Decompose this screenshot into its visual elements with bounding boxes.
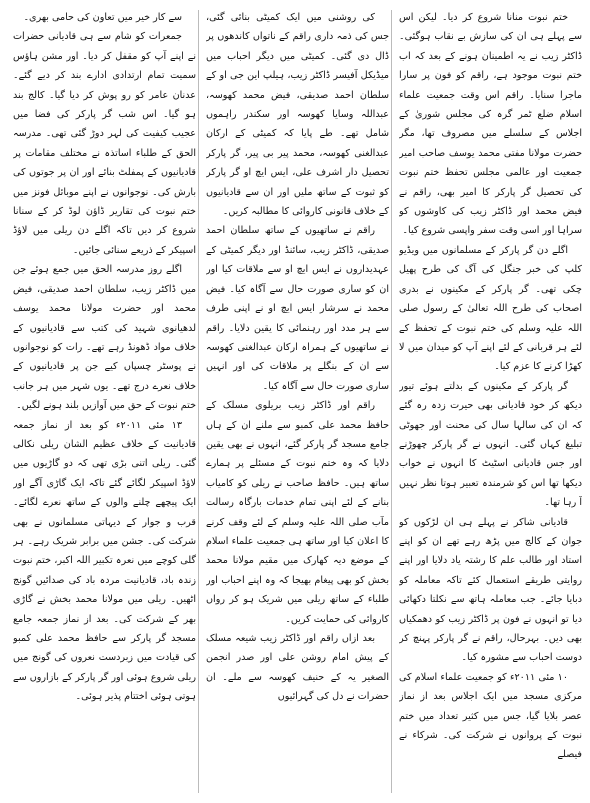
paragraph: گر پارکر کے مکینوں کے بدلتے ہوئے تیور دیکھ کر خود قادیانی بھی حیرت زدہ رہ گئے کہ ان کی سالہا سال کی محنت اور جھوٹی تبلیغ کہاں گئی۔ انہوں نے گر پارکر چھوڑنے اور جس قادیانی اسٹیٹ کا انہوں نے خواب دیکھا تھا اس کو شرمندہ تعبیر ہوتا نظر نہیں آ رہا تھا۔	[399, 380, 582, 509]
paragraph: سے کار خیر میں تعاون کی حامی بھری۔	[23, 12, 182, 23]
paragraph: اگلے دن گر پارکر کے مسلمانوں میں ویڈیو کلپ کی خبر جنگل کی آگ کی طرح پھیل چکی تھی۔ گر پارکر کے مکینوں نے بدری اصحاب کی طرح اللہ تعالیٰ کے رسول صلی اللہ علیہ وسلم کی ختم نبوت کے تحفظ کے لئے ہر قربانی کے لئے اپنے آپ کو میدان میں لا کھڑا کرنے کا عزم کیا۔	[399, 244, 582, 373]
article-column-middle	[206, 8, 389, 797]
paragraph: قادیانی شاکر نے پہلے ہی ان لڑکوں کو جوان کے کالج میں پڑھ رہے تھے ان کو اپنے استاد اور طالب علم کا رشتہ یاد دلایا اور اپنے روایتی طریقے استعمال کئے تاکہ معاملہ کو دبایا جائے۔ جب معاملہ ہاتھ سے نکلتا دکھائی دیا تو انہوں نے فون پر ڈاکٹر زیب کو دھمکیاں بھی دیں۔ بہرحال، راقم نے گر پارکر پہنچ کر دوست احباب سے مشورہ کیا۔	[399, 516, 582, 664]
paragraph: بعد ازاں راقم اور ڈاکٹر زیب شیعہ مسلک کے پیش امام روشن علی اور صدر انجمن الصغیر یہ کے حنیف کھوسہ سے ملے۔ ان حضرات نے دل کی گہرائیوں	[206, 633, 389, 703]
column-divider	[391, 10, 392, 793]
paragraph: راقم نے ساتھیوں کے ساتھ سلطان احمد صدیقی، ڈاکٹر زیب، سائنڈ اور دیگر کمیٹی کے عہدیداروں نے ایس ایچ او سے ملاقات کیا اور ان کو ساری صورت حال سے آگاہ کیا۔ فیض محمد نے سرشار ایس ایچ او نے اپنی طرف سے ہر مدد اور رہنمائی کا یقین دلایا۔ راقم نے ساتھیوں کے ہمراہ ارکان عبدالغنی کھوسہ سے ان کے بنگلے پر ملاقات کی اور انہیں ساری صورت حال سے آگاہ کیا۔	[206, 225, 389, 392]
paragraph: کی روشنی میں ایک کمیٹی بنائی گئی، جس کی ذمہ داری راقم کے ناتواں کاندھوں پر ڈال دی گئی۔ کمیٹی میں دیگر احباب میں میڈیکل آفیسر ڈاکٹر زیب، ہیلپ این جی او کے سلطان احمد صدیقی، فیض محمد کھوسہ، عبداللہ وسایا کھوسہ اور سکندر راہموں شامل تھے۔ طے پایا کہ کمیٹی کے ارکان عبدالغنی کھوسہ، محمد پیر بی پیر، گر پارکر تحصیل دار اشرف علی، ایس ایچ او گر پارکر کو ثبوت کے ساتھ ملیں اور ان سے قادیانیوں کے خلاف قانونی کاروائی کا مطالبہ کریں۔	[206, 12, 389, 218]
paragraph: راقم اور ڈاکٹر زیب بریلوی مسلک کے حافظ محمد علی کمبو سے ملنے ان کے ہاں جامع مسجد گر پارکر گئے، انہوں نے بھی یقین دلایا کہ وہ ختم نبوت کے مسئلے پر ہمارے ساتھ ہیں۔ حافظ صاحب نے ریلی کو کامیاب بنانے کے لئے اپنی تمام خدمات بارگاہ رسالت مآب صلی اللہ علیہ وسلم کے لئے وقف کرنے کا اعلان کیا اور ساتھ ہی جمعیت علماء اسلام کے موضع دیہ کھارک میں مقیم مولانا محمد بخش کو بھی پیغام بھیجا کہ وہ اپنے احباب اور طلباء کے ساتھ ریلی میں شریک ہو کر رواں کاروائی کی حمایت کریں۔	[206, 400, 389, 625]
paragraph: ۱۳ مئی ۲۰۱۱ء کو بعد از نماز جمعہ قادیانیت کے خلاف عظیم الشان ریلی نکالی گئی۔ ریلی اتنی بڑی تھی کہ دو گاڑیوں میں لاؤڈ اسپیکر لگائے گئے تاکہ ایک گاڑی آگے اور ایک پیچھے چلنے والوں کے ساتھ نعرے لگائے۔ قرب و جوار کے دیہاتی مسلمانوں نے بھی شرکت کی۔ جشن میں برابر شریک رہے۔ ہر گلی کوچے میں نعرہ تکبیر اللہ اکبر، ختم نبوت زندہ باد، قادیانیت مردہ باد کی صدائیں گونج اٹھیں۔ ریلی میں مولانا محمد بخش نے گاڑی بھر کے شرکت کی۔ بعد از نماز جمعہ جامع مسجد گر پارکر سے حافظ محمد علی کمبو کی قیادت میں زبردست نعروں کی گونج میں ریلی شروع ہوئی اور گر پارکر کے بازاروں سے ہوتی ہوئی اختتام پذیر ہوئی۔	[13, 419, 196, 703]
paragraph: جمعرات کو شام سے ہی قادیانی حضرات نے اپنے آپ کو مقفل کر دیا۔ اور مشن ہاؤس سمیت تمام ارتدادی ادارے بند کر دیے گئے۔ عدنان عامر کو رو پوش کر دیا گیا۔ کالج بند ہو گیا۔ اس شب گر پارکر کی فضا میں عجیب کیفیت کی لہر دوڑ گئی تھی۔ مدرسہ الحق کے طلباء اساتذہ نے مختلف مقامات پر قادیانیوں کے پمفلٹ بنائے اور ان پر جوتوں کی بارش کی۔ نوجوانوں نے اپنے موبائل فونز میں ختم نبوت کی تقاریر ڈاؤن لوڈ کر کے سنانا شروع کر دیں تاکہ اگلے دن ریلی میں لاؤڈ اسپیکر کے ذریعے سنائی جائیں۔	[13, 31, 196, 256]
article-column-right	[399, 8, 582, 797]
paragraph: ۱۰ مئی ۲۰۱۱ء کو جمعیت علماء اسلام کی مرکزی مسجد میں ایک اجلاس بعد از نماز عصر بلایا گیا، جس میں کثیر تعداد میں ختم نبوت کے پروانوں نے شرکت کی۔ شرکاء نے فیصلے	[399, 671, 582, 761]
paragraph: ختم نبوت منانا شروع کر دیا۔ لیکن اس سے پہلے ہی ان کی سازش بے نقاب ہوگئی۔ ڈاکٹر زیب نے یہ اطمینان ہونے کے بعد کہ اب ختم نبوت موجود ہے، راقم کو فون پر سارا ماجرا سنایا۔ راقم اس وقت جمعیت علماء اسلام ضلع ٹمر گرہ کی مجلس شوریٰ کے اجلاس کے سلسلے میں مصروف تھا، مگر حضرت مولانا مفتی محمد یوسف صاحب امیر جمعیت اور عالمی مجلس تحفظ ختم نبوت کی تحصیل گر پارکر کا امیر بھی، راقم نے فیض محمد اور ڈاکٹر زیب کی کاوشوں کو سراہا اور اسی وقت سفر واپسی شروع کیا۔	[399, 12, 582, 237]
article-column-left	[13, 8, 196, 797]
paragraph: اگلے روز مدرسہ الحق میں جمع ہوئے جن میں ڈاکٹر زیب، سلطان احمد صدیقی، فیض محمد اور حضرت مولانا محمد یوسف لدھیانوی شہید کی کتب سے قادیانیوں کے خلاف مواد ڈھونڈ رہے تھے۔ رات کو نوجوانوں نے پوسٹر چسپاں کیے جن پر قادیانیوں کے خلاف نعرے درج تھے۔ یوں شہر میں ہر جانب ختم نبوت کے حق میں آوازیں بلند ہونے لگیں۔	[13, 264, 196, 412]
column-divider	[198, 10, 199, 793]
